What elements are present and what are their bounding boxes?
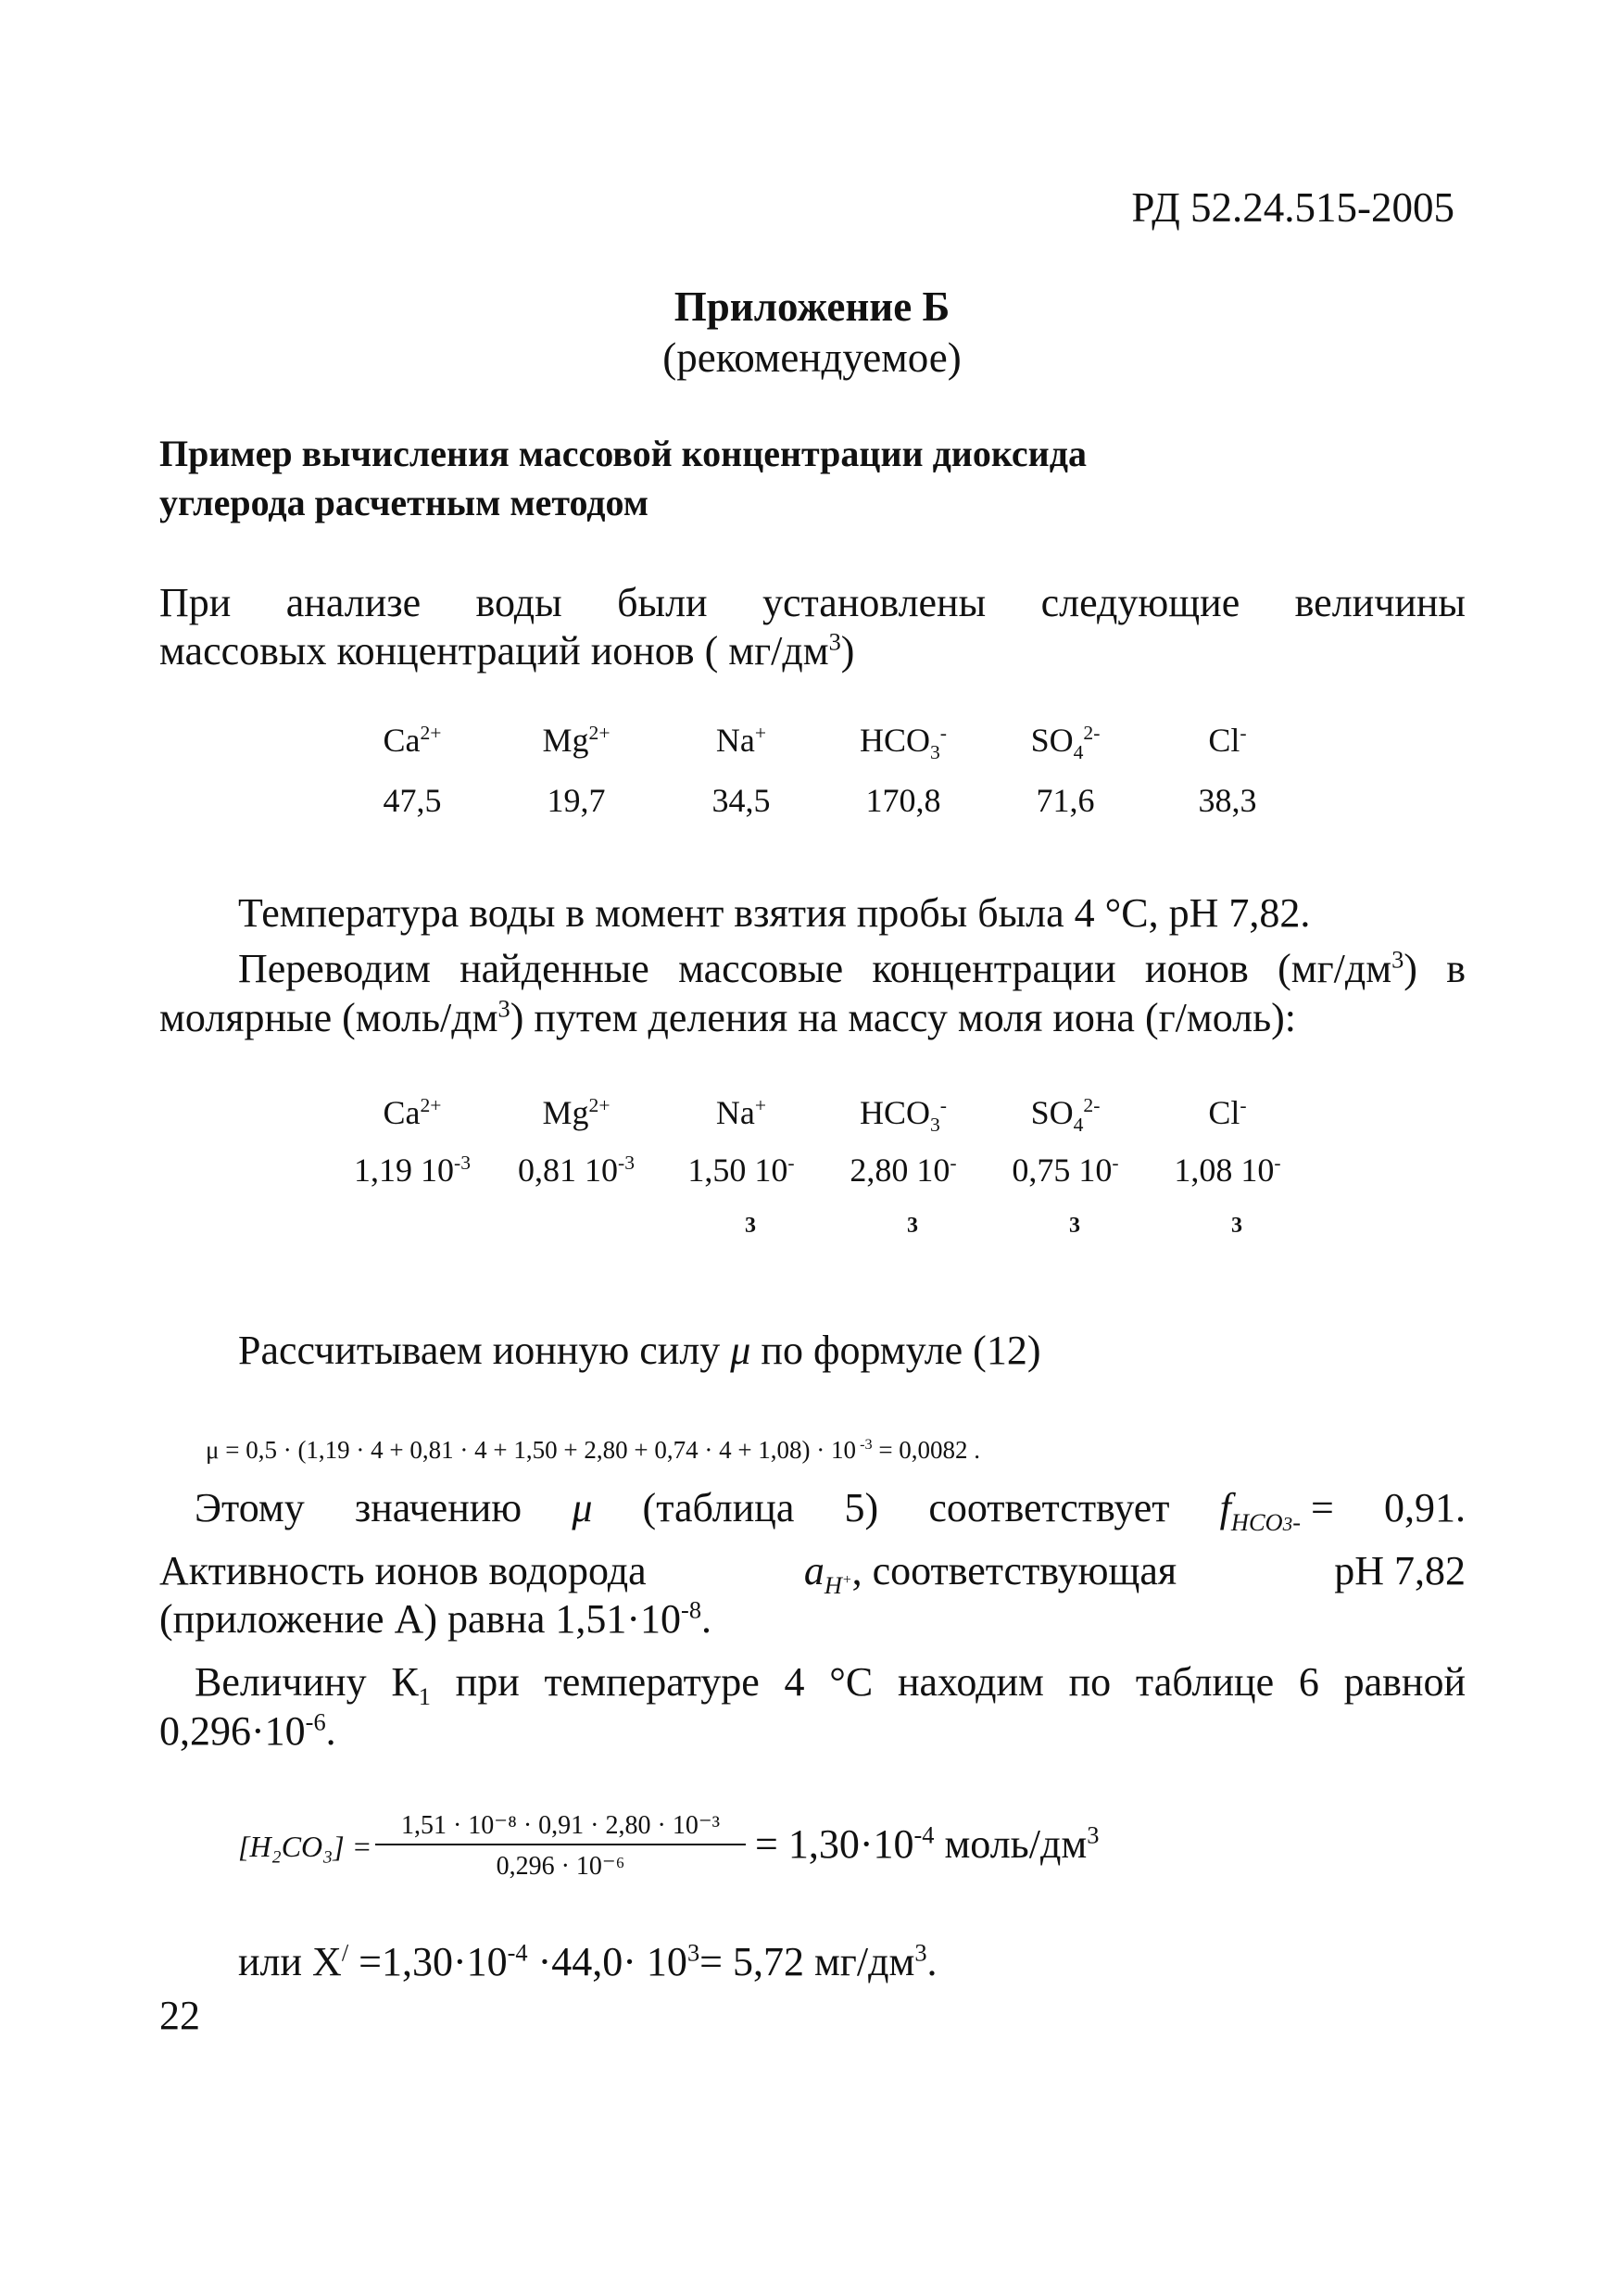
ion-cl: Cl- <box>1208 722 1247 759</box>
h2co3-rhs: = $1,30\cdot 10^{-4}$ моль/$дм^3$ <box>755 1820 1100 1867</box>
h2co3-numerator: 1,51 · 10⁻⁸ · 0,91 · 2,80 · 10⁻³ <box>400 1811 720 1840</box>
ion-mg: $Mg^{2+}$ <box>542 1094 611 1131</box>
convert-line1: Переводим найденные массовые концентрации ионов $(мг/дм^3)$ в <box>238 945 1466 991</box>
ion-na: Na+ <box>715 1094 767 1131</box>
ion-na: Na+ <box>715 722 767 759</box>
k1-line2: $0,296\cdot 10^{-6}$. <box>159 1707 336 1754</box>
ion-so4: $SO_4^{2-}$ <box>1030 1094 1101 1137</box>
mass-value: 34,5 <box>711 782 771 819</box>
ion-ca: $Ca^{2+}$ <box>383 1094 442 1131</box>
fraction-bar <box>375 1844 746 1845</box>
activity-line1: Активность ионов водорода $a_{H^+}$, соответствующая рН 7,82 <box>159 1548 1466 1599</box>
k1-line1: Величину $К_1$ при температуре 4 °С находим по таблице 6 равной <box>195 1659 1467 1710</box>
mass-value: 38,3 <box>1198 782 1257 819</box>
ion-so4: $SO_4^{2-}$ <box>1030 722 1101 764</box>
document-code: РД 52.24.515-2005 <box>1131 184 1454 231</box>
appendix-title: Приложение Б <box>674 283 950 330</box>
final-result-line: или $X^/ =1,30\cdot 10^{-4} \cdot 44,0\cdot 10^3= 5,72$ $мг/дм^3$. <box>238 1938 938 1984</box>
ion-hco3: $HCO_3^-$ <box>859 722 947 764</box>
activity-line2: (приложение А) равна $1,51\cdot 10^{-8}$. <box>159 1595 712 1642</box>
molar-value: 1,19 $10^{-3}$ <box>354 1152 471 1189</box>
molar-exponent-wrap: 3 <box>1069 1214 1080 1238</box>
molar-exponent-wrap: 3 <box>1231 1214 1242 1238</box>
section-title-line1: Пример вычисления массовой концентрации диоксида <box>159 433 1087 474</box>
mass-value: 71,6 <box>1036 782 1095 819</box>
temperature-line: Температура воды в момент взятия пробы была 4 °С, рН 7,82. <box>238 890 1311 936</box>
convert-line2: молярные $(моль/дм^3)$ путем деления на массу моля иона (г/моль): <box>159 994 1297 1040</box>
mass-value: 170,8 <box>865 782 941 819</box>
mass-value: 19,7 <box>547 782 606 819</box>
intro-line2: массовых концентраций ионов ( $мг/дм^3$) <box>159 627 855 674</box>
appendix-subtitle: (рекомендуемое) <box>662 334 962 381</box>
molar-value: 0,75 10- <box>1012 1152 1119 1189</box>
section-title-line2: углерода расчетным методом <box>159 482 649 523</box>
molar-exponent-wrap: 3 <box>907 1214 918 1238</box>
correspondence-line: Этому значению μ (таблица 5) соответствует $f_{HCO3-}$ = 0,91. <box>195 1485 1466 1536</box>
page-number: 22 <box>159 1993 200 2038</box>
molar-value: 2,80 10- <box>850 1152 957 1189</box>
h2co3-denominator: 0,296 · 10⁻⁶ <box>496 1852 625 1881</box>
ionic-strength-formula: μ = 0,5 · (1,19 · 4 + 0,81 · 4 + 1,50 + 2,80 + 0,74 · 4 + 1,08) · 10 $^{-3}$ = 0,0082 . <box>206 1436 981 1464</box>
ion-cl: Cl- <box>1208 1094 1247 1131</box>
ion-mg: $Mg^{2+}$ <box>542 722 611 759</box>
molar-value: 0,81 $10^{-3}$ <box>518 1152 635 1189</box>
intro-line1: При анализе воды были установлены следующие величины <box>159 580 1466 625</box>
ion-hco3: $HCO_3^-$ <box>859 1094 947 1137</box>
molar-value: 1,50 10- <box>687 1152 795 1189</box>
h2co3-lhs: [H₂CO₃] = <box>238 1830 372 1863</box>
ion-ca: $Ca^{2+}$ <box>383 722 442 759</box>
mass-value: 47,5 <box>383 782 442 819</box>
molar-exponent-wrap: 3 <box>745 1214 756 1238</box>
molar-value: 1,08 10- <box>1174 1152 1281 1189</box>
ionic-strength-line: Рассчитываем ионную силу μ по формуле (12) <box>238 1328 1041 1373</box>
